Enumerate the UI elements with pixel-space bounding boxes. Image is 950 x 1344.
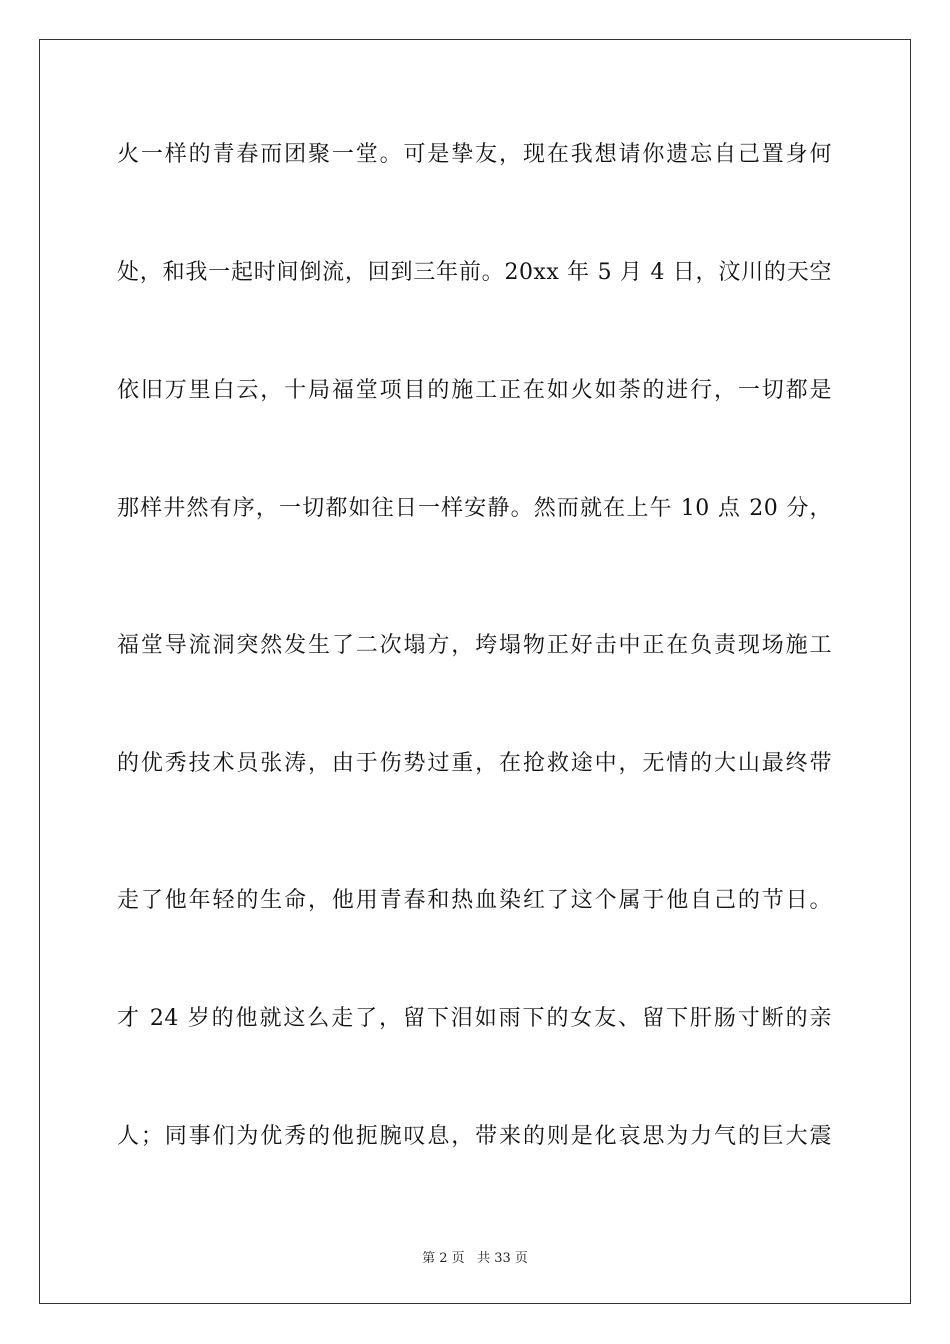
page-footer: [0, 1247, 950, 1266]
body-line-4: 那样井然有序，一切都如往日一样安静。然而就在上午 10 点 20 分，: [117, 496, 832, 521]
body-line-2: 处，和我一起时间倒流，回到三年前。20xx 年 5 月 4 日，汶川的天空: [117, 260, 832, 285]
body-line-9: 人；同事们为优秀的他扼腕叹息，带来的则是化哀思为力气的巨大震: [117, 1124, 832, 1149]
body-line-5: 福堂导流洞突然发生了二次塌方，垮塌物正好击中正在负责现场施工: [117, 633, 832, 658]
page-border: [39, 39, 911, 1304]
body-line-8: 才 24 岁的他就这么走了，留下泪如雨下的女友、留下肝肠寸断的亲: [117, 1006, 832, 1031]
body-line-7: 走了他年轻的生命，他用青春和热血染红了这个属于他自己的节日。: [117, 888, 832, 913]
page-number: 第 2 页: [422, 1251, 465, 1266]
body-line-6: 的优秀技术员张涛，由于伤势过重，在抢救途中，无情的大山最终带: [117, 751, 832, 776]
body-line-3: 依旧万里白云，十局福堂项目的施工正在如火如荼的进行，一切都是: [117, 378, 832, 403]
body-line-1: 火一样的青春而团聚一堂。可是挚友，现在我想请你遗忘自己置身何: [117, 142, 832, 167]
page-total: 共 33 页: [477, 1251, 528, 1266]
